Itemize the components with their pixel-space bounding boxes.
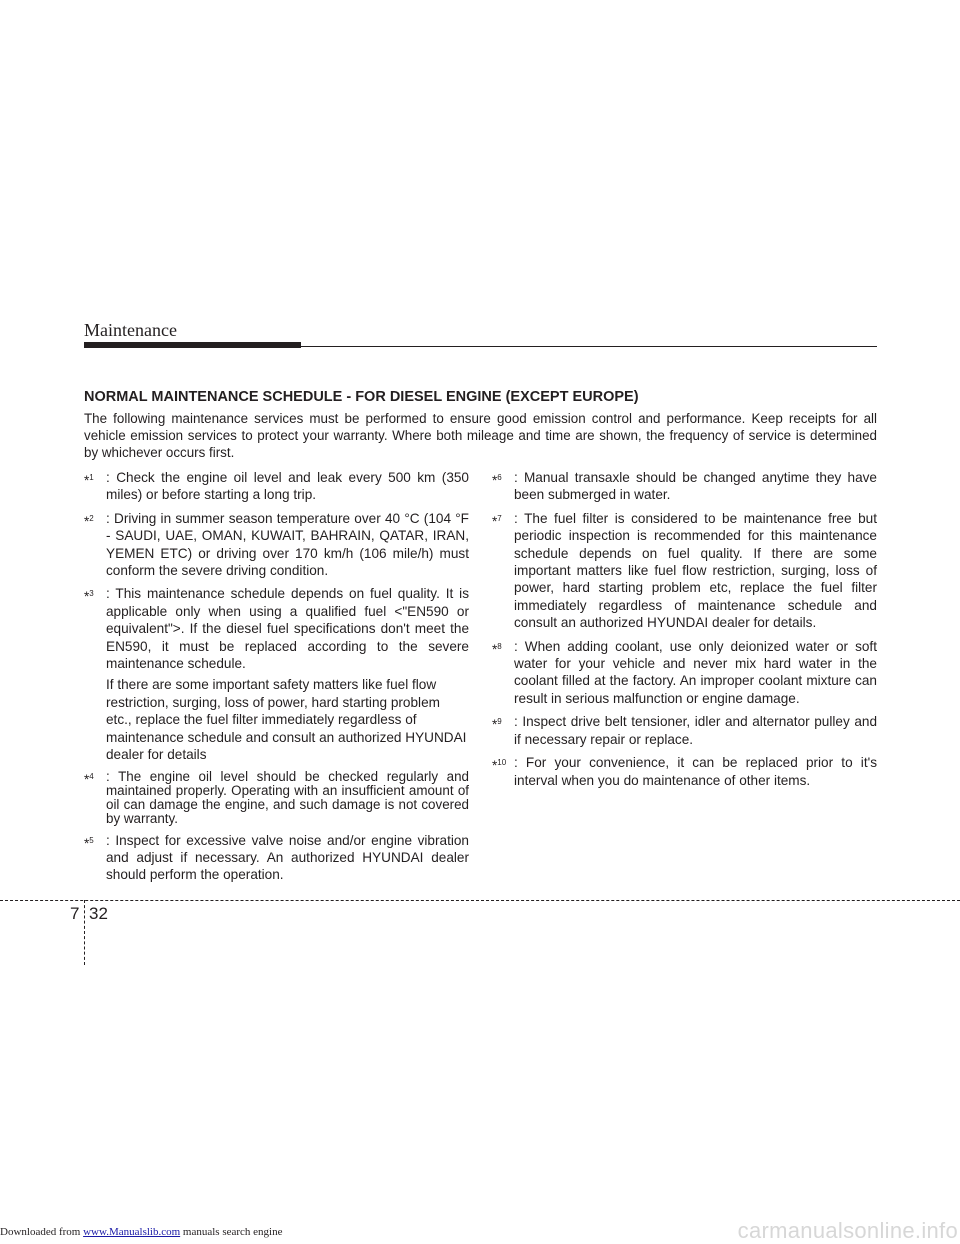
download-footer: Downloaded from www.Manualslib.com manuals search engine [0, 1226, 283, 1238]
page-divider [0, 900, 960, 901]
footnote-7: *$^7$ : The fuel filter is considered to be maintenance free but periodic inspection is recommended for this maintenance schedule depends on fuel quality. If there are some important matters like fuel flow restriction, surging, loss of power, hard starting problem etc, replace the fuel filter immediately regardless of maintenance schedule and consult an authorized HYUNDAI dealer for details. [492, 510, 877, 631]
footnote-10: *$^{10}$ : For your convenience, it can be replaced prior to it's interval when you do maintenance of other items. [492, 755, 877, 788]
footnote-text: : When adding coolant, use only deionized water or soft water for your vehicle and never mix hard water in the coolant filled at the factory. An improper coolant mixture can result in serious malfunction or engine damage. [514, 638, 877, 706]
footnote-9: *$^9$ : Inspect drive belt tensioner, idler and alternator pulley and if necessary repair or replace. [492, 714, 877, 747]
watermark-text: carmanualsonline.info [737, 1218, 958, 1243]
footnote-text: : Check the engine oil level and leak every 500 km (350 miles) or before starting a long trip. [106, 470, 469, 503]
footnote-number: 10 [497, 758, 507, 768]
page-number-divider [84, 900, 85, 965]
page-heading: NORMAL MAINTENANCE SCHEDULE - FOR DIESEL ENGINE (EXCEPT EUROPE) [84, 389, 639, 405]
footnote-number: 2 [89, 513, 94, 523]
footnote-1: *$^1$ : Check the engine oil level and leak every 500 km (350 miles) or before starting a long trip. [84, 470, 469, 503]
footnote-text: : The fuel filter is considered to be maintenance free but periodic inspection is recommended for this maintenance schedule depends on fuel quality. If there are some important matters like fuel flow restriction, surging, loss of power, hard starting problem etc, replace the fuel filter immediately regardless of maintenance schedule and consult an authorized HYUNDAI dealer for details. [514, 510, 877, 631]
footnote-8: *$^8$ : When adding coolant, use only deionized water or soft water for your vehicle and never mix hard water in the coolant filled at the factory. An improper coolant mixture can result in serious malfunction or engine damage. [492, 638, 877, 706]
footnote-text: : This maintenance schedule depends on fuel quality. It is applicable only when using a qualified fuel <"EN590 or equivalent">. If the diesel fuel specifications don't meet the EN590, it must be replaced according to the severe maintenance schedule. [106, 586, 469, 672]
footnote-number: 3 [89, 589, 94, 599]
footnote-text: : Inspect drive belt tensioner, idler and alternator pulley and if necessary repair or replace. [514, 714, 877, 747]
header-rule-accent [84, 342, 301, 348]
notes-left-column [84, 469, 469, 890]
intro-paragraph: The following maintenance services must be performed to ensure good emission control and performance. Keep receipts for all vehicle emission services to protect your warranty. Where both mileage and time are shown, the frequency of service is determined by whichever occurs first. [84, 411, 877, 460]
manualslib-link[interactable]: www.Manualslib.com [83, 1226, 181, 1238]
footnote-number: 8 [497, 641, 502, 651]
footnote-6: *$^6$ : Manual transaxle should be changed anytime they have been submerged in water. [492, 470, 877, 503]
footnote-text: : For your convenience, it can be replaced prior to it's interval when you do maintenance of other items. [514, 755, 877, 788]
footnote-number: 7 [497, 513, 502, 523]
footnote-2: *$^2$ : Driving in summer season temperature over 40 °C (104 °F - SAUDI, UAE, OMAN, KUWAIT, BAHRAIN, QATAR, IRAN, YEMEN ETC) or driving over 170 km/h (106 mile/h) must conform the severe driving condition. [84, 510, 469, 579]
footnote-number: 5 [89, 835, 94, 845]
footnote-number: 6 [497, 473, 502, 482]
footnote-number: 9 [497, 717, 502, 727]
chapter-number: 7 [70, 904, 80, 923]
footnote-text: : The engine oil level should be checked regularly and maintained properly. Operating with an insufficient amount of oil can damage the engine, and such damage is not covered by warranty. [106, 768, 469, 826]
page-number: 32 [89, 904, 108, 923]
footnote-number: 1 [89, 473, 94, 482]
footnote-text: : Driving in summer season temperature over 40 °C (104 °F - SAUDI, UAE, OMAN, KUWAIT, BAHRAIN, QATAR, IRAN, YEMEN ETC) or driving over 170 km/h (106 mile/h) must conform the severe driving condition. [106, 510, 469, 579]
footnote-number: 4 [89, 771, 94, 781]
section-title: Maintenance [84, 320, 177, 340]
footnote-5: *$^5$ : Inspect for excessive valve noise and/or engine vibration and adjust if necessary. An authorized HYUNDAI dealer should perform the operation. [84, 832, 469, 883]
footnote-text: : Manual transaxle should be changed anytime they have been submerged in water. [514, 470, 877, 503]
footnote-extra-text: If there are some important safety matters like fuel flow restriction, surging, loss of power, hard starting problem etc., replace the fuel filter immediately regardless of maintenance schedule and consult an authorized HYUNDAI dealer for details [106, 677, 467, 763]
footnote-4: *$^4$ : The engine oil level should be checked regularly and maintained properly. Operating with an insufficient amount of oil can damage the engine, and such damage is not covered by warranty. [84, 768, 469, 826]
notes-right-column [492, 469, 877, 795]
footnote-3: *$^3$ : This maintenance schedule depends on fuel quality. It is applicable only when using a qualified fuel <"EN590 or equivalent">. If the diesel fuel specifications don't meet the EN590, it must be replaced according to the severe maintenance schedule. If there are some important safety matters like fuel flow restriction, surging, loss of power, hard starting problem etc., replace the fuel filter immediately regardless of maintenance schedule and consult an authorized HYUNDAI dealer for details [84, 586, 469, 763]
footnote-text: : Inspect for excessive valve noise and/or engine vibration and adjust if necessary. An authorized HYUNDAI dealer should perform the operation. [106, 832, 469, 883]
